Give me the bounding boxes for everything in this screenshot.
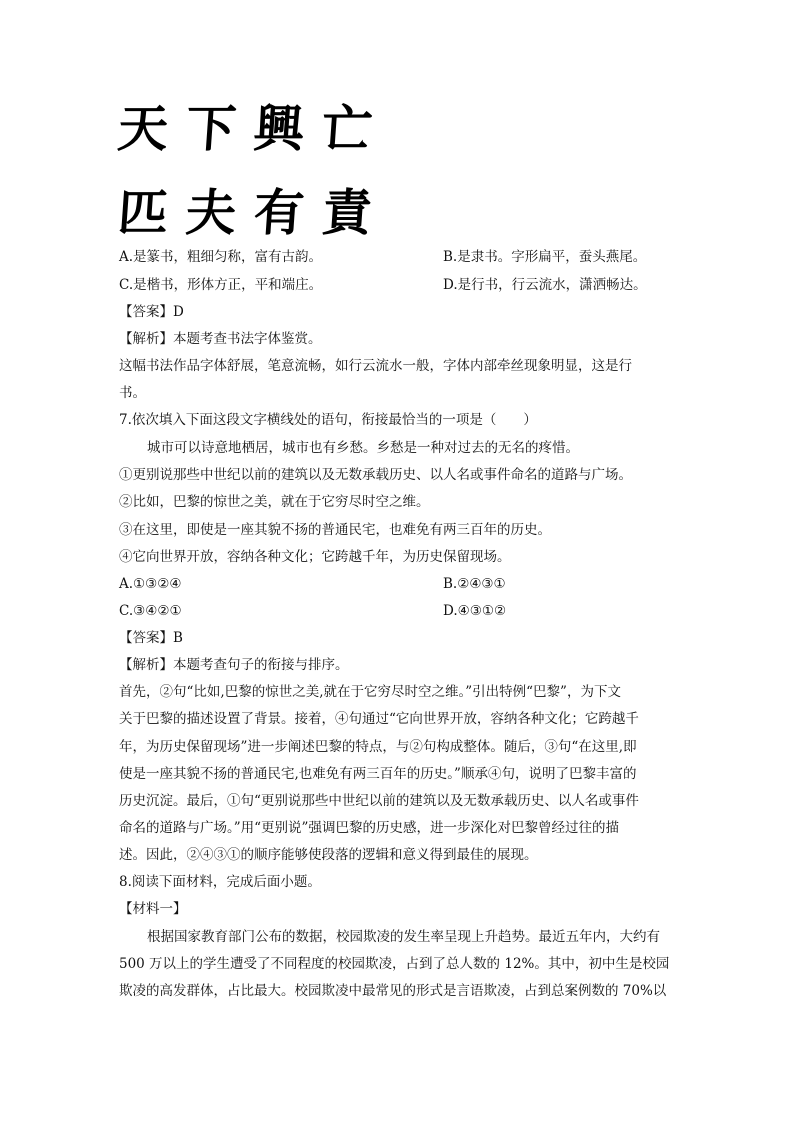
q7-option-b: B.②④③①: [443, 576, 506, 592]
q7-answer: 【答案】B: [119, 630, 183, 646]
q7-intro: 城市可以诗意地栖居，城市也有乡愁。乡愁是一种对过去的无名的疼惜。: [147, 440, 579, 456]
q7-analysis-line: 关于巴黎的描述设置了背景。接着，④句通过“它向世界开放，容纳各种文化；它跨越千: [119, 711, 639, 727]
q6-option-d: D.是行书，行云流水，潇洒畅达。: [443, 277, 647, 293]
q7-sentence-1: ①更别说那些中世纪以前的建筑以及无数承载历史、以人名或事件命名的道路与广场。: [119, 467, 632, 483]
q7-sentence-2: ②比如，巴黎的惊世之美，就在于它穷尽时空之维。: [119, 494, 430, 510]
q6-option-b: B.是隶书。字形扁平，蚕头燕尾。: [443, 249, 647, 265]
q7-option-d: D.④③①②: [443, 603, 507, 619]
calligraphy-line-2: 匹夫有責: [115, 183, 393, 242]
q8-material-line: 根据国家教育部门公布的数据，校园欺凌的发生率呈现上升趋势。最近五年内，大约有: [147, 929, 660, 945]
calligraphy-line-1: 天下興亡: [115, 99, 393, 158]
q7-analysis-line: 使是一座其貌不扬的普通民宅,也难免有两三百年的历史。”顺承④句，说明了巴黎丰富的: [119, 766, 637, 782]
q7-analysis-title: 【解析】本题考查句子的衔接与排序。: [119, 657, 349, 673]
q6-options-row-1: [119, 249, 647, 265]
q7-option-a: A.①③②④: [119, 576, 182, 592]
q7-stem: 7.依次填入下面这段文字横线处的语句，衔接最恰当的一项是（ ）: [119, 412, 537, 428]
q8-stem: 8.阅读下面材料，完成后面小题。: [119, 874, 321, 890]
q8-material-line: 欺凌的高发群体，占比最大。校园欺凌中最常见的形式是言语欺凌，占到总案例数的 70%以: [119, 983, 667, 999]
q6-options-row-2: [119, 277, 647, 293]
q7-option-c: C.③④②①: [119, 603, 182, 619]
q7-analysis-line: 命名的道路与广场。”用“更别说”强调巴黎的历史感，进一步深化对巴黎曾经过往的描: [119, 820, 619, 836]
q7-options-row-1: [119, 576, 506, 592]
q6-option-c: C.是楷书，形体方正，平和端庄。: [119, 277, 323, 293]
q7-analysis-line: 年，为历史保留现场”进一步阐述巴黎的特点，与②句构成整体。随后，③句“在这里,即: [119, 739, 637, 755]
q7-analysis-line: 首先，②句“比如,巴黎的惊世之美,就在于它穷尽时空之维。”引出特例“巴黎”，为下文: [119, 684, 621, 700]
q7-options-row-2: [119, 603, 507, 619]
q7-sentence-4: ④它向世界开放，容纳各种文化；它跨越千年，为历史保留现场。: [119, 549, 511, 565]
q7-sentence-3: ③在这里，即使是一座其貌不扬的普通民宅，也难免有两三百年的历史。: [119, 522, 551, 538]
q6-answer: 【答案】D: [119, 304, 184, 320]
q7-analysis-line: 述。因此，②④③①的顺序能够使段落的逻辑和意义得到最佳的展现。: [119, 847, 538, 863]
q8-material-title: 【材料一】: [119, 901, 187, 917]
q6-option-a: A.是篆书，粗细匀称，富有古韵。: [119, 249, 323, 265]
q6-analysis-title: 【解析】本题考查书法字体鉴赏。: [119, 331, 322, 347]
q6-analysis-line: 这幅书法作品字体舒展，笔意流畅，如行云流水一般，字体内部牵丝现象明显，这是行: [119, 358, 632, 374]
q7-analysis-line: 历史沉淀。最后，①句“更别说那些中世纪以前的建筑以及无数承载历史、以人名或事件: [119, 793, 639, 809]
q6-analysis-line: 书。: [119, 385, 146, 401]
q8-material-line: 500 万以上的学生遭受了不同程度的校园欺凌，占到了总人数的 12%。其中，初中生是校园: [119, 956, 670, 972]
